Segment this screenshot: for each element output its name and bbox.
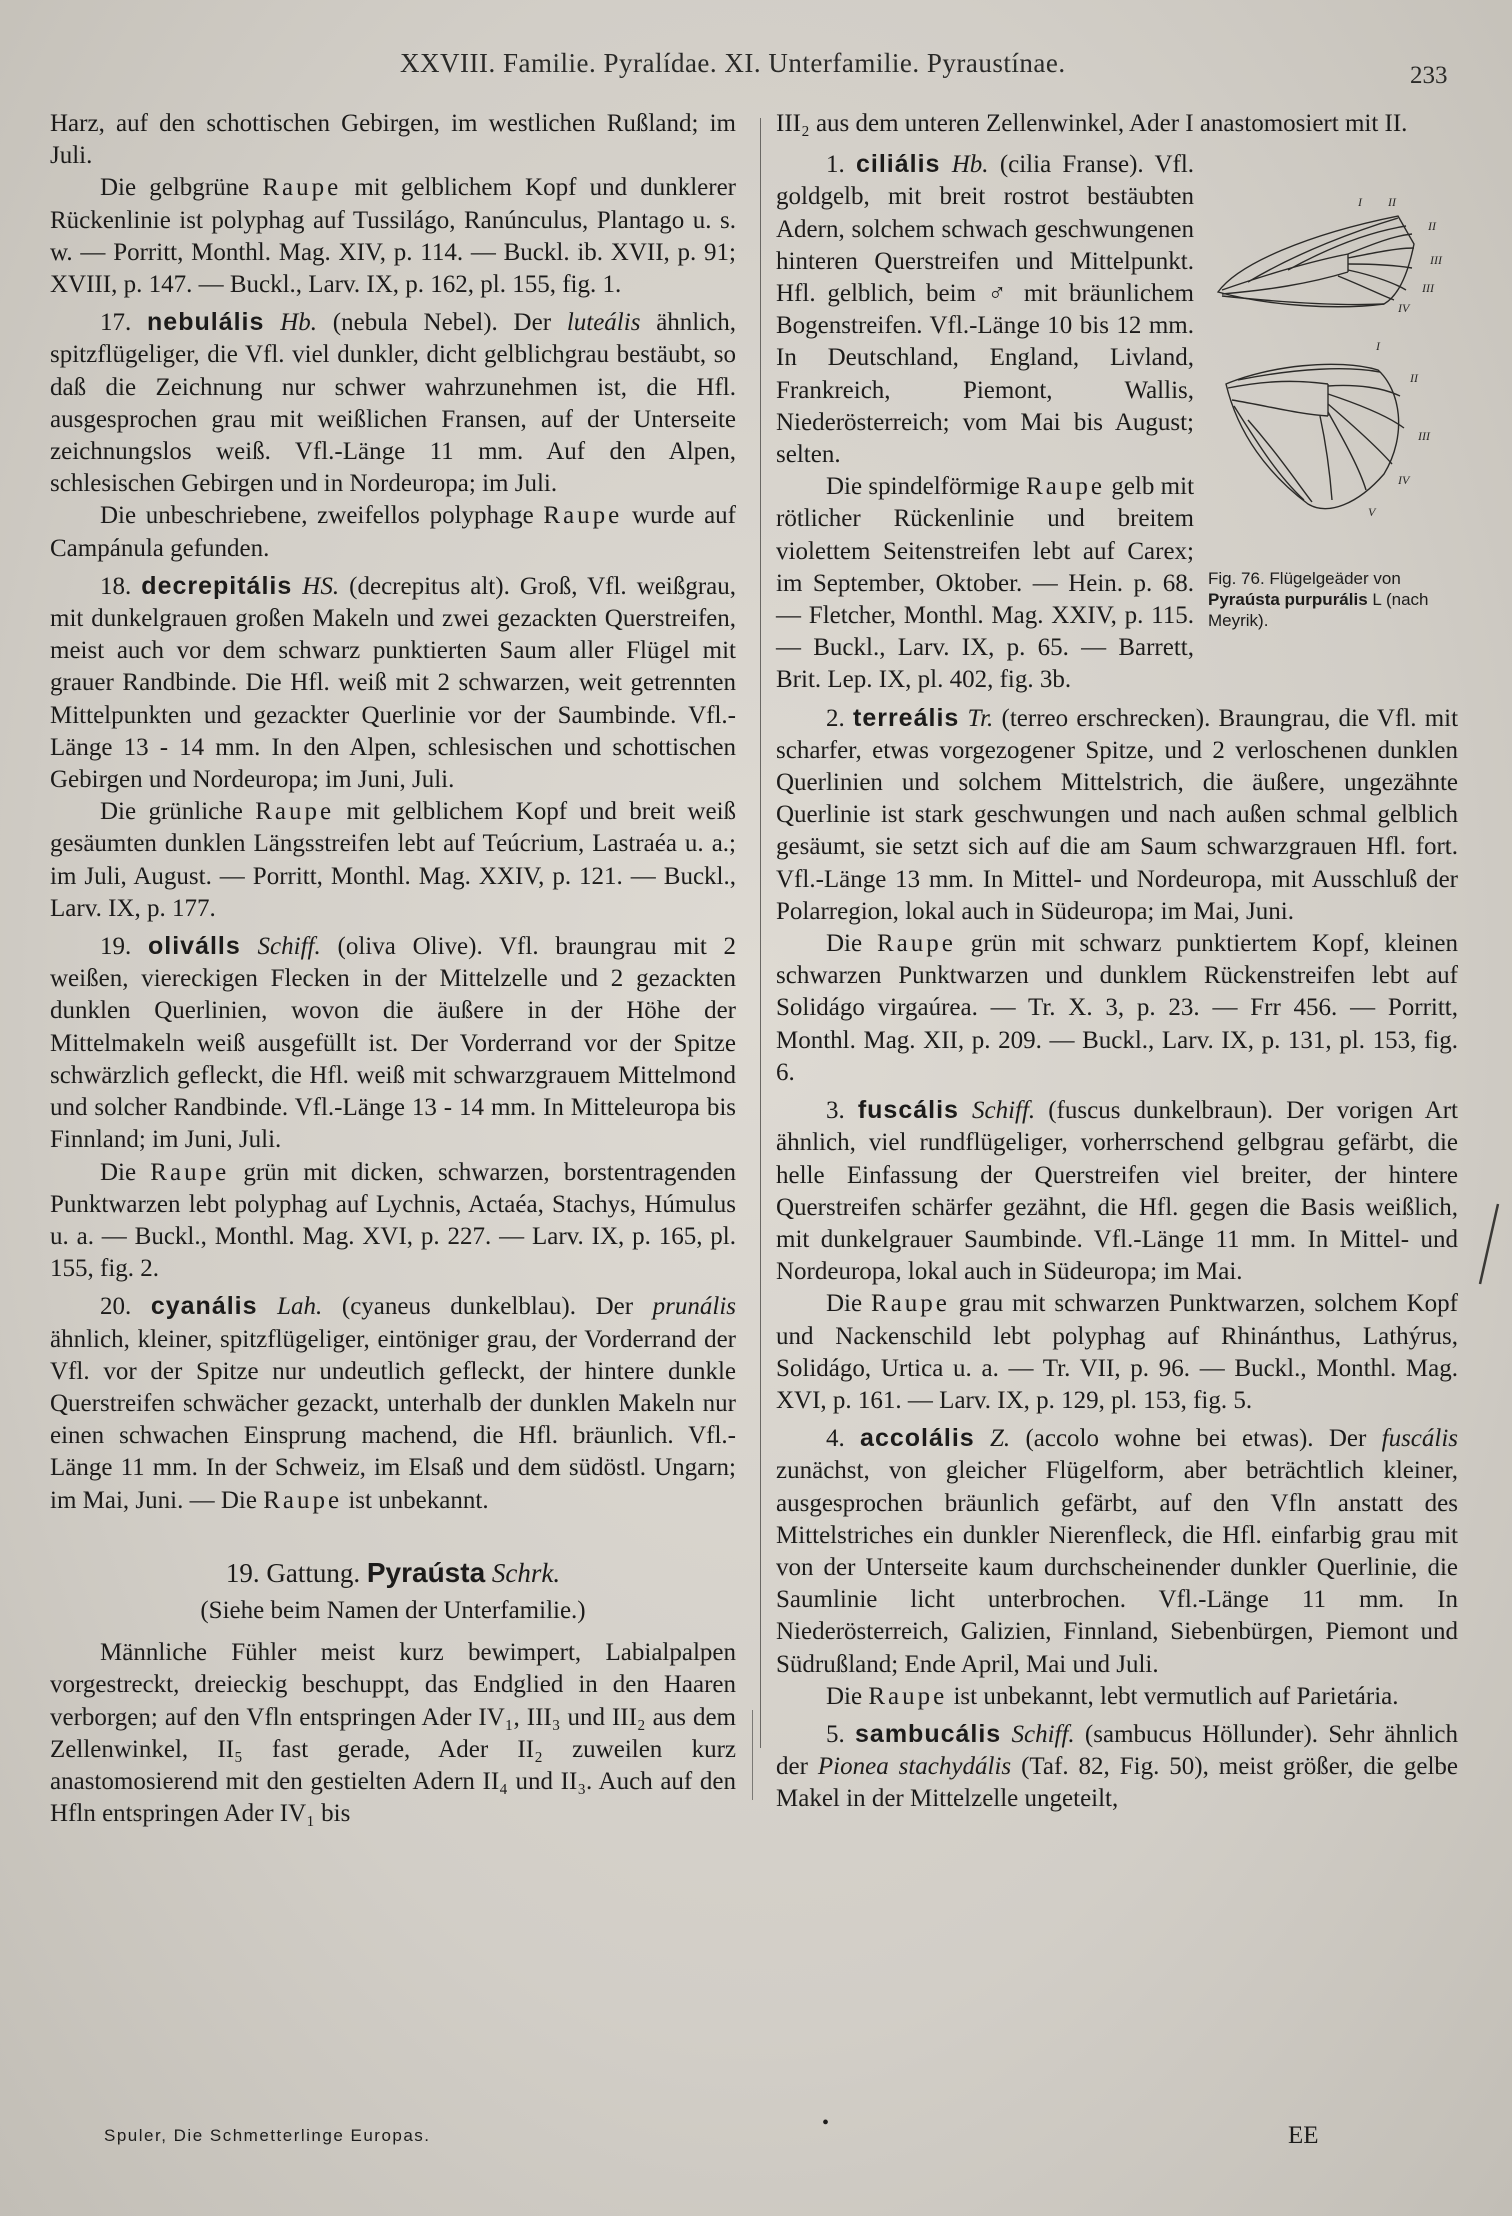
genus-description: Männliche Fühler meist kurz bewimpert, Labialpalpen vorgestreckt, dreieckig beschuppt, das Endglied in den Haaren verborgen; auf den Vfln entspringen Ader IV₁, III₃ und III₂ aus dem Zellenwinkel, II₅ fast gerade, Ader II₂ zuweilen kurz anastomosierend mit den gestielten Adern II₄ und II₃. Auch auf den Hfln entspringen Ader IV₁ bis <box>50 1639 736 1828</box>
species-name: terreális <box>853 703 960 732</box>
paragraph: Harz, auf den schottischen Gebirgen, im westlichen Rußland; im Juli. <box>50 110 736 170</box>
species-entry-19: 19. oliválls Schiff. (oliva Olive). Vfl. braungrau mit 2 weißen, viereckigen Flecken in der Mittelzelle und 2 gezackten dunklen Querlinien, wovon die äußere in der Höhe der Mittelmakeln weiß ausgefüllt ist. Der Vorderrand vor der Spitze schwärzlich gefleckt, die Hfl. weiß mit schwarzgrauem Mittelmond und solcher Randbinde. Vfl.-Länge 13 - 14 mm. In Mitteleuropa bis Finnland; im Juni, Juli. <box>50 932 737 1154</box>
larva-paragraph: Die Raupe grün mit dicken, schwarzen, borstentragenden Punktwarzen lebt polyphag auf Lychnis, Actaéa, Stachys, Húmulus u. a. — Buckl., Monthl. Mag. XVI, p. 227. — Larv. IX, p. 165, pl. 155, fig. 2. <box>50 1158 737 1283</box>
larva-paragraph: Die unbeschriebene, zweifellos polyphage Raupe wurde auf Campánula gefunden. <box>50 502 737 562</box>
svg-text:III: III <box>1422 281 1434 296</box>
svg-text:I: I <box>1358 195 1362 210</box>
svg-text:III: III <box>1418 429 1430 444</box>
species-entry-20: 20. cyanális Lah. (cyaneus dunkelblau). Der prunális ähnlich, kleiner, spitzflügeliger, eintöniger grau, der Vorderrand der Vfl. vor der Spitze nur undeutlich gefleckt, der hintere dunkle Querstreifen schwächer gezackt, unterhalb der dunklen Makeln nur einen schwachen Einsprung machend, die Hfl. bräunlich. Vfl.-Länge 11 mm. In der Schweiz, im Elsaß und dem südöstl. Ungarn; im Mai, Juni. — Die Raupe ist unbekannt. <box>50 1292 736 1514</box>
column-divider <box>760 118 761 1748</box>
species-name: nebulális <box>147 308 265 337</box>
paragraph: Die gelbgrüne Raupe mit gelblichem Kopf und dunklerer Rückenlinie ist polyphag auf Tussilágo, Ranúnculus, Plantago u. s. w. — Porritt, Monthl. Mag. XIV, p. 114. — Buckl. ib. XVII, p. 91; XVIII, p. 147. — Buckl., Larv. IX, p. 162, pl. 155, fig. 1. <box>50 174 736 299</box>
svg-text:V: V <box>1368 505 1376 520</box>
footer-signature: EE <box>1288 2122 1319 2149</box>
figure-76 <box>1208 144 1458 656</box>
right-column <box>776 108 1458 1816</box>
svg-text:II: II <box>1410 371 1418 386</box>
larva-paragraph: Die Raupe grün mit schwarz punktiertem Kopf, kleinen schwarzen Punktwarzen und dunklem Rückenstreifen lebt auf Solidágo virgaúrea. — Tr. X. 3, p. 23. — Frr 456. — Porritt, Monthl. Mag. XII, p. 209. — Buckl., Larv. IX, p. 131, pl. 153, fig. 6. <box>776 930 1459 1086</box>
running-header: XXVIII. Familie. Pyralídae. XI. Unterfamilie. Pyraustínae. <box>400 48 1066 78</box>
svg-text:II: II <box>1428 219 1436 234</box>
paragraph: III₂ aus dem unteren Zellenwinkel, Ader I anastomosiert mit II. <box>776 110 1408 137</box>
species-entry-4: 4. accolális Z. (accolo wohne bei etwas). Der fuscális zunächst, von gleicher Flügelform, aber beträchtlich kleiner, ausgesprochen bräunlich gefärbt, auf den Vfln anstatt des Mittelstriches ein dunkler Nierenfleck, die Hfl. einfarbig grau mit von der Unterseite kaum durchscheinender dunkler Querlinie, die Saumlinie licht unterbrochen. Vfl.-Länge 11 mm. In Niederösterreich, Galizien, Finnland, Siebenbürgen, Piemont und Südrußland; Ende April, Mai und Juli. <box>776 1424 1459 1678</box>
svg-text:I: I <box>1376 339 1380 354</box>
species-name: oliválls <box>148 932 241 961</box>
left-column <box>50 108 736 1830</box>
genus-note: (Siehe beim Namen der Unterfamilie.) <box>200 1596 586 1624</box>
larva-paragraph: Die spindelförmige Raupe gelb mit rötlicher Rückenlinie und breitem violettem Seitenstreifen lebt auf Carex; im September, Oktober. — Hein. p. 68. — Fletcher, Monthl. Mag. XXIV, p. 115. — Buckl., Larv. IX, p. 65. — Barrett, Brit. Lep. IX, pl. 402, fig. 3b. <box>776 473 1195 694</box>
larva-paragraph: Die Raupe ist unbekannt, lebt vermutlich auf Parietária. <box>826 1682 1399 1710</box>
svg-text:IV: IV <box>1398 473 1410 488</box>
species-name: ciliális <box>856 150 941 179</box>
page-number: 233 <box>1410 62 1448 89</box>
column-divider-lower <box>752 1710 753 1800</box>
footer-book-title: Spuler, Die Schmetterlinge Europas. <box>104 2126 431 2145</box>
species-name: decrepitális <box>141 571 293 600</box>
svg-text:II: II <box>1388 195 1396 210</box>
species-name: accolális <box>860 1424 975 1453</box>
species-entry-5: 5. sambucális Schiff. (sambucus Höllunder). Sehr ähnlich der Pionea stachydális (Taf. 82, Fig. 50), meist größer, die gelbe Makel in der Mittelzelle ungeteilt, <box>776 1719 1458 1813</box>
species-entry-18: 18. decrepitális HS. (decrepitus alt). Groß, Vfl. weißgrau, mit dunkelgrauen großen Makeln und zwei gezackten Querstreifen, meist auch vor dem schwarz punktierten Saum aller Flügel mit grauer Randbinde. Die Hfl. weiß mit 2 schwarzen, weit getrennten Mittelpunkten und gezackter Querlinie vor der Saumbinde. Vfl.-Länge 13 - 14 mm. In den Alpen, schlesischen und schottischen Gebirgen und Nordeuropa; im Juni, Juli. <box>50 571 736 794</box>
species-entry-2: 2. terreális Tr. (terreo erschrecken). Braungrau, die Vfl. mit scharfer, etwas vorgezogener Spitze, und 2 verloschenen dunklen Querlinien und solchem Mittelstrich, die äußere, ungezähnte Querlinie ist stark geschwungen und nach außen schmal gelblich gesäumt, sie setzt sich auf die am Saum schwarzgrauen Hfl. fort. Vfl.-Länge 13 mm. In Mittel- und Nordeuropa, mit Ausschluß der Polarregion, lokal auch in Südeuropa; im Mai, Juni. <box>776 703 1459 925</box>
footer-mark: • <box>822 2112 830 2134</box>
figure-caption: Fig. 76. Flügelgeäder von Pyraústa purpurális L (nach Meyrik). <box>1208 569 1429 631</box>
larva-paragraph: Die grünliche Raupe mit gelblichem Kopf und breit weiß gesäumten dunklen Längsstreifen lebt auf Teúcrium, Lastraéa u. a.; im Juli, August. — Porritt, Monthl. Mag. XXIV, p. 121. — Buckl., Larv. IX, p. 177. <box>50 798 737 922</box>
svg-text:IV: IV <box>1398 301 1410 316</box>
svg-text:III: III <box>1430 253 1442 268</box>
species-name: fuscális <box>857 1096 959 1125</box>
genus-heading: 19. Gattung. Pyraústa Schrk. <box>225 1556 561 1588</box>
species-name: cyanális <box>150 1292 258 1321</box>
wing-venation-figure <box>1208 144 1458 564</box>
pencil-mark <box>1474 1200 1504 1290</box>
species-entry-17: 17. nebulális Hb. (nebula Nebel). Der luteális ähnlich, spitzflügeliger, die Vfl. viel dunkler, dicht gelblichgrau bestäubt, so daß die Zeichnung nur schwer wahrzunehmen ist, die Hfl. ausgesprochen grau mit weißlichen Fransen, auf der Unterseite zeichnungslos weiß. Vfl.-Länge 11 mm. Auf den Alpen, schlesischen Gebirgen und in Nordeuropa; im Juli. <box>50 308 737 498</box>
larva-paragraph: Die Raupe grau mit schwarzen Punktwarzen, solchem Kopf und Nackenschild lebt polyphag auf Rhinánthus, Lathýrus, Solidágo, Urtica u. a. — Tr. VII, p. 96. — Buckl., Monthl. Mag. XVI, p. 161. — Larv. IX, p. 129, pl. 153, fig. 5. <box>776 1290 1459 1414</box>
species-entry-1: 1. ciliális Hb. (cilia Franse). Vfl. goldgelb, mit breit rostrot bestäubten Adern, solchem schwach geschwungenen hinteren Querstreifen und Mittelpunkt. Hfl. gelblich, beim ♂ mit bräunlichem Bogenstreifen. Vfl.-Länge 10 bis 12 mm. In Deutschland, England, Livland, Frankreich, Piemont, Wallis, Niederösterreich; vom Mai bis August; selten. <box>776 150 1195 469</box>
species-name: sambucális <box>855 1719 1002 1748</box>
species-entry-3: 3. fuscális Schiff. (fuscus dunkelbraun). Der vorigen Art ähnlich, viel rundflügeliger, vorherrschend gelbgrau gefärbt, die helle Einfassung der Querstreifen viel breiter, der hintere Querstreifen schärfer gezähnt, die Hfl. gegen die Basis weißlich, mit dunkelgrauer Saumbinde. Vfl.-Länge 11 mm. In Mittel- und Nordeuropa, lokal auch in Südeuropa; im Mai. <box>776 1096 1458 1286</box>
